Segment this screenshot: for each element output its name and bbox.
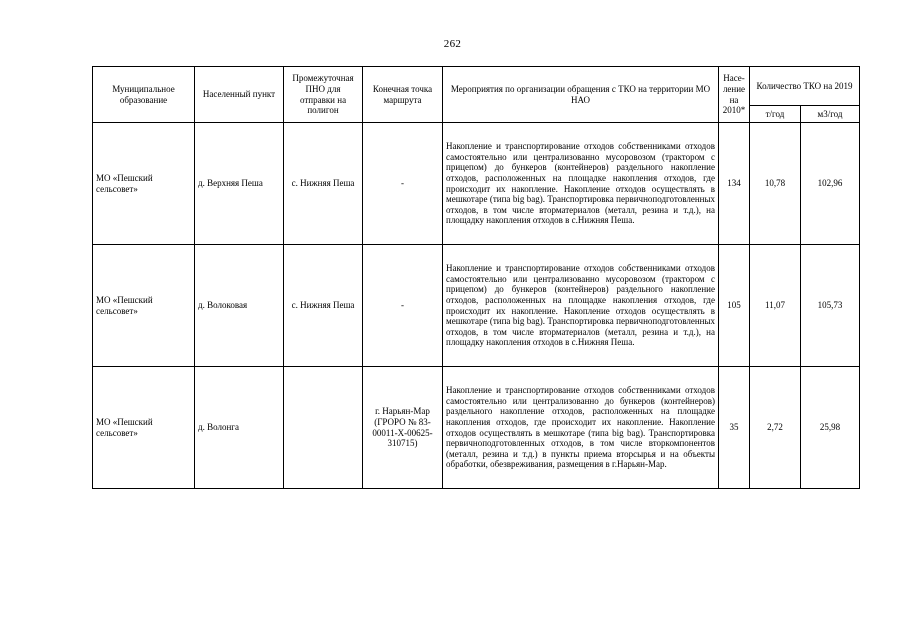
cell-cubic: 105,73 bbox=[801, 245, 860, 367]
cell-municipality: МО «Пешский сельсовет» bbox=[93, 245, 195, 367]
table-row bbox=[93, 367, 860, 489]
header-transfer-point: Промежуточная ПНО для отправки на полигон bbox=[284, 67, 363, 123]
cell-settlement: д. Верхняя Пеша bbox=[195, 123, 284, 245]
header-tko-amount: Количество ТКО на 2019 bbox=[750, 67, 860, 106]
cell-transfer-point bbox=[284, 367, 363, 489]
table-row bbox=[93, 123, 860, 245]
cell-tons: 11,07 bbox=[750, 245, 801, 367]
table-row bbox=[93, 245, 860, 367]
cell-end-point: - bbox=[363, 123, 443, 245]
cell-end-point: г. Нарьян-Мар (ГРОРО № 83-00011-Х-00625-310715) bbox=[363, 367, 443, 489]
cell-population: 105 bbox=[719, 245, 750, 367]
header-tons: т/год bbox=[750, 106, 801, 123]
header-cubic: м3/год bbox=[801, 106, 860, 123]
cell-tons: 10,78 bbox=[750, 123, 801, 245]
tko-table bbox=[92, 66, 860, 489]
cell-transfer-point: с. Нижняя Пеша bbox=[284, 245, 363, 367]
header-settlement: Населенный пункт bbox=[195, 67, 284, 123]
cell-cubic: 102,96 bbox=[801, 123, 860, 245]
header-end-point: Конечная точка маршрута bbox=[363, 67, 443, 123]
page-number: 262 bbox=[443, 38, 462, 50]
header-measures: Мероприятия по организации обращения с ТКО на территории МО НАО bbox=[443, 67, 719, 123]
cell-municipality: МО «Пешский сельсовет» bbox=[93, 123, 195, 245]
cell-measures: Накопление и транспортирование отходов собственниками отходов самостоятельно или централизованно мусоровозом (трактором с прицепом) до бункеров (контейнеров) раздельного накопление отходов, расположенных на площадке накопления отходов, где происходит их накопление. Накопление отходов осуществлять в мешкотаре (типа big bag). Транспортировка первичноподготовленных отходов, в том числе вторматериалов (металл, резина и т.д.), на площадку накопления отходов в с.Нижняя Пеша. bbox=[443, 123, 719, 245]
table-header-row bbox=[93, 67, 860, 106]
cell-transfer-point: с. Нижняя Пеша bbox=[284, 123, 363, 245]
header-municipality: Муниципальное образование bbox=[93, 67, 195, 123]
header-population: Насе- ление на 2010* bbox=[719, 67, 750, 123]
cell-cubic: 25,98 bbox=[801, 367, 860, 489]
cell-measures: Накопление и транспортирование отходов собственниками отходов самостоятельно или централизованно мусоровозом (трактором с прицепом) до бункеров (контейнеров) раздельного накопление отходов, расположенных на площадке накопления отходов, где происходит их накопление. Накопление отходов осуществлять в мешкотаре (типа big bag). Транспортировка первичноподготовленных отходов, в том числе вторматериалов (металл, резина и т.д.), на площадку накопления отходов в с.Нижняя Пеша. bbox=[443, 245, 719, 367]
cell-settlement: д. Волоковая bbox=[195, 245, 284, 367]
cell-measures: Накопление и транспортирование отходов собственниками отходов самостоятельно или централизованно до бункеров (контейнеров) раздельного накопление отходов, расположенных на площадке накопления отходов, где происходит их накопление. Накопление отходов осуществлять в мешкотаре (типа big bag). Транспортировка первичноподготовленных отходов, в том числе вторкомпонентов (металл, резина и т.д.) в пункты приема вторсырья и на объекты обработки, обезвреживания, размещения в г.Нарьян-Мар. bbox=[443, 367, 719, 489]
cell-population: 35 bbox=[719, 367, 750, 489]
cell-settlement: д. Волонга bbox=[195, 367, 284, 489]
cell-municipality: МО «Пешский сельсовет» bbox=[93, 367, 195, 489]
cell-end-point: - bbox=[363, 245, 443, 367]
cell-tons: 2,72 bbox=[750, 367, 801, 489]
cell-population: 134 bbox=[719, 123, 750, 245]
